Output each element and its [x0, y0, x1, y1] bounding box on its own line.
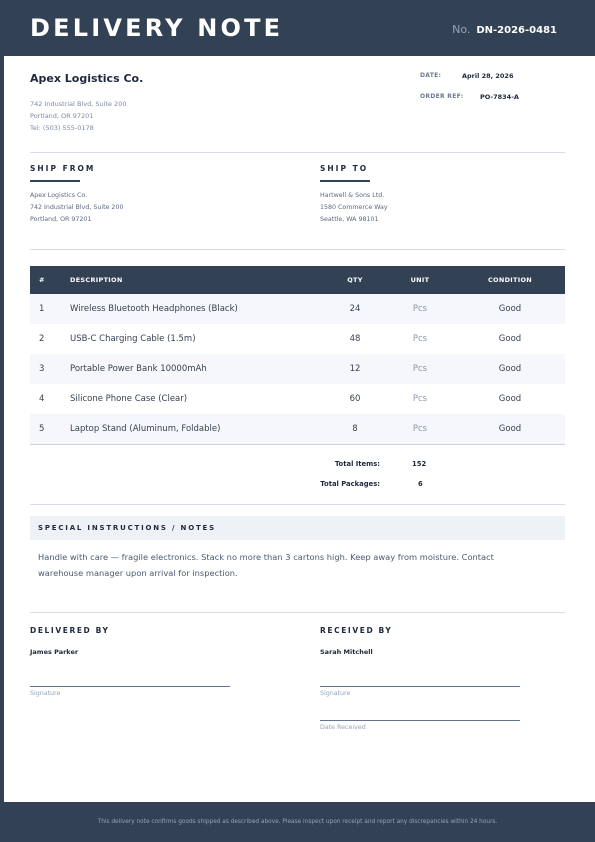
table-row	[30, 294, 565, 324]
ship-to-line2: 1580 Commerce Way	[320, 204, 388, 211]
notes-text: Handle with care — fragile electronics. Stack no more than 3 cartons high. Keep away from moisture. Contact warehouse manager upon arrival for inspection.	[38, 552, 494, 578]
document-number-label: No.	[452, 23, 471, 36]
ship-from-line2: 742 Industrial Blvd, Suite 200	[30, 204, 124, 211]
row-condition: Good	[498, 394, 522, 404]
row-qty: 12	[349, 364, 361, 374]
company-phone: Tel: (503) 555-0178	[30, 124, 94, 132]
divider	[30, 612, 565, 613]
row-number: 4	[39, 394, 45, 404]
column-header-unit: UNIT	[410, 276, 430, 284]
document-header	[0, 0, 595, 56]
received-by-signature-line[interactable]	[320, 686, 520, 687]
items-table-header	[30, 266, 565, 294]
ship-from-underline	[30, 180, 80, 182]
total-packages-label: Total Packages:	[320, 480, 380, 488]
row-condition: Good	[498, 304, 522, 314]
row-unit: Pcs	[412, 304, 428, 314]
table-row	[30, 354, 565, 384]
row-unit: Pcs	[412, 364, 428, 374]
divider	[30, 504, 565, 505]
row-number: 3	[39, 364, 45, 374]
received-by-name: Sarah Mitchell	[320, 648, 373, 656]
row-number: 2	[39, 334, 45, 344]
row-qty: 8	[352, 424, 358, 434]
meta-date-value: April 28, 2026	[462, 72, 514, 80]
company-name: Apex Logistics Co.	[30, 72, 144, 85]
received-by-signature-caption: Signature	[320, 690, 351, 697]
row-condition: Good	[498, 364, 522, 374]
table-row	[30, 324, 565, 354]
delivered-by-name: James Parker	[30, 648, 79, 656]
ship-from-line1: Apex Logistics Co.	[30, 192, 88, 199]
ship-from-address	[30, 190, 123, 226]
table-row	[30, 384, 565, 414]
received-by-heading: RECEIVED BY	[320, 626, 393, 635]
table-row	[30, 414, 565, 444]
column-header-condition: CONDITION	[487, 276, 533, 284]
column-header-qty: QTY	[347, 276, 363, 284]
row-condition: Good	[498, 424, 522, 434]
row-number: 1	[39, 304, 45, 314]
row-description: Wireless Bluetooth Headphones (Black)	[70, 304, 238, 314]
ship-to-line1: Hartwell & Sons Ltd.	[320, 192, 385, 199]
meta-order-ref-label: ORDER REF:	[420, 93, 464, 100]
ship-to-line3: Seattle, WA 98101	[320, 216, 379, 223]
delivered-by-signature-line[interactable]	[30, 686, 230, 687]
total-items-label: Total Items:	[334, 460, 380, 468]
footer-text: This delivery note confirms goods shipped as described above. Please inspect upon receipt and report any discrepancies within 24 hours.	[97, 819, 498, 825]
row-unit: Pcs	[412, 334, 428, 344]
meta-date-label: DATE:	[420, 72, 442, 79]
company-address-line1: 742 Industrial Blvd, Suite 200	[30, 100, 127, 108]
document-number	[452, 21, 557, 38]
notes-heading: SPECIAL INSTRUCTIONS / NOTES	[38, 524, 216, 532]
ship-to-heading: SHIP TO	[320, 164, 369, 173]
date-received-caption: Date Received	[320, 724, 366, 731]
row-description: Silicone Phone Case (Clear)	[70, 394, 188, 404]
notes-heading-band	[30, 516, 565, 540]
ship-from-line3: Portland, OR 97201	[30, 216, 92, 223]
row-unit: Pcs	[412, 394, 428, 404]
company-address-line2: Portland, OR 97201	[30, 112, 94, 120]
row-description: USB-C Charging Cable (1.5m)	[70, 334, 196, 344]
ship-to-address	[320, 190, 388, 226]
row-qty: 24	[349, 304, 361, 314]
date-received-line[interactable]	[320, 720, 520, 721]
table-bottom-border	[30, 444, 565, 445]
total-packages-value: 6	[418, 480, 423, 488]
row-description: Laptop Stand (Aluminum, Foldable)	[70, 424, 221, 434]
company-address	[30, 98, 126, 134]
row-description: Portable Power Bank 10000mAh	[70, 364, 207, 374]
divider	[30, 249, 565, 250]
row-condition: Good	[498, 334, 522, 344]
row-qty: 48	[349, 334, 361, 344]
document-title: DELIVERY NOTE	[30, 14, 284, 42]
left-accent-rail	[0, 56, 4, 802]
ship-to-underline	[320, 180, 370, 182]
delivered-by-heading: DELIVERED BY	[30, 626, 110, 635]
document-footer	[0, 802, 595, 842]
divider	[30, 152, 565, 153]
row-qty: 60	[349, 394, 361, 404]
delivered-by-signature-caption: Signature	[30, 690, 61, 697]
total-items-value: 152	[412, 460, 427, 468]
column-header-description: DESCRIPTION	[70, 276, 123, 284]
column-header-number: #	[39, 276, 45, 284]
ship-from-heading: SHIP FROM	[30, 164, 96, 173]
document-number-value: DN-2026-0481	[476, 25, 557, 36]
row-number: 5	[39, 424, 45, 434]
row-unit: Pcs	[412, 424, 428, 434]
meta-order-ref-value: PO-7834-A	[480, 93, 519, 101]
